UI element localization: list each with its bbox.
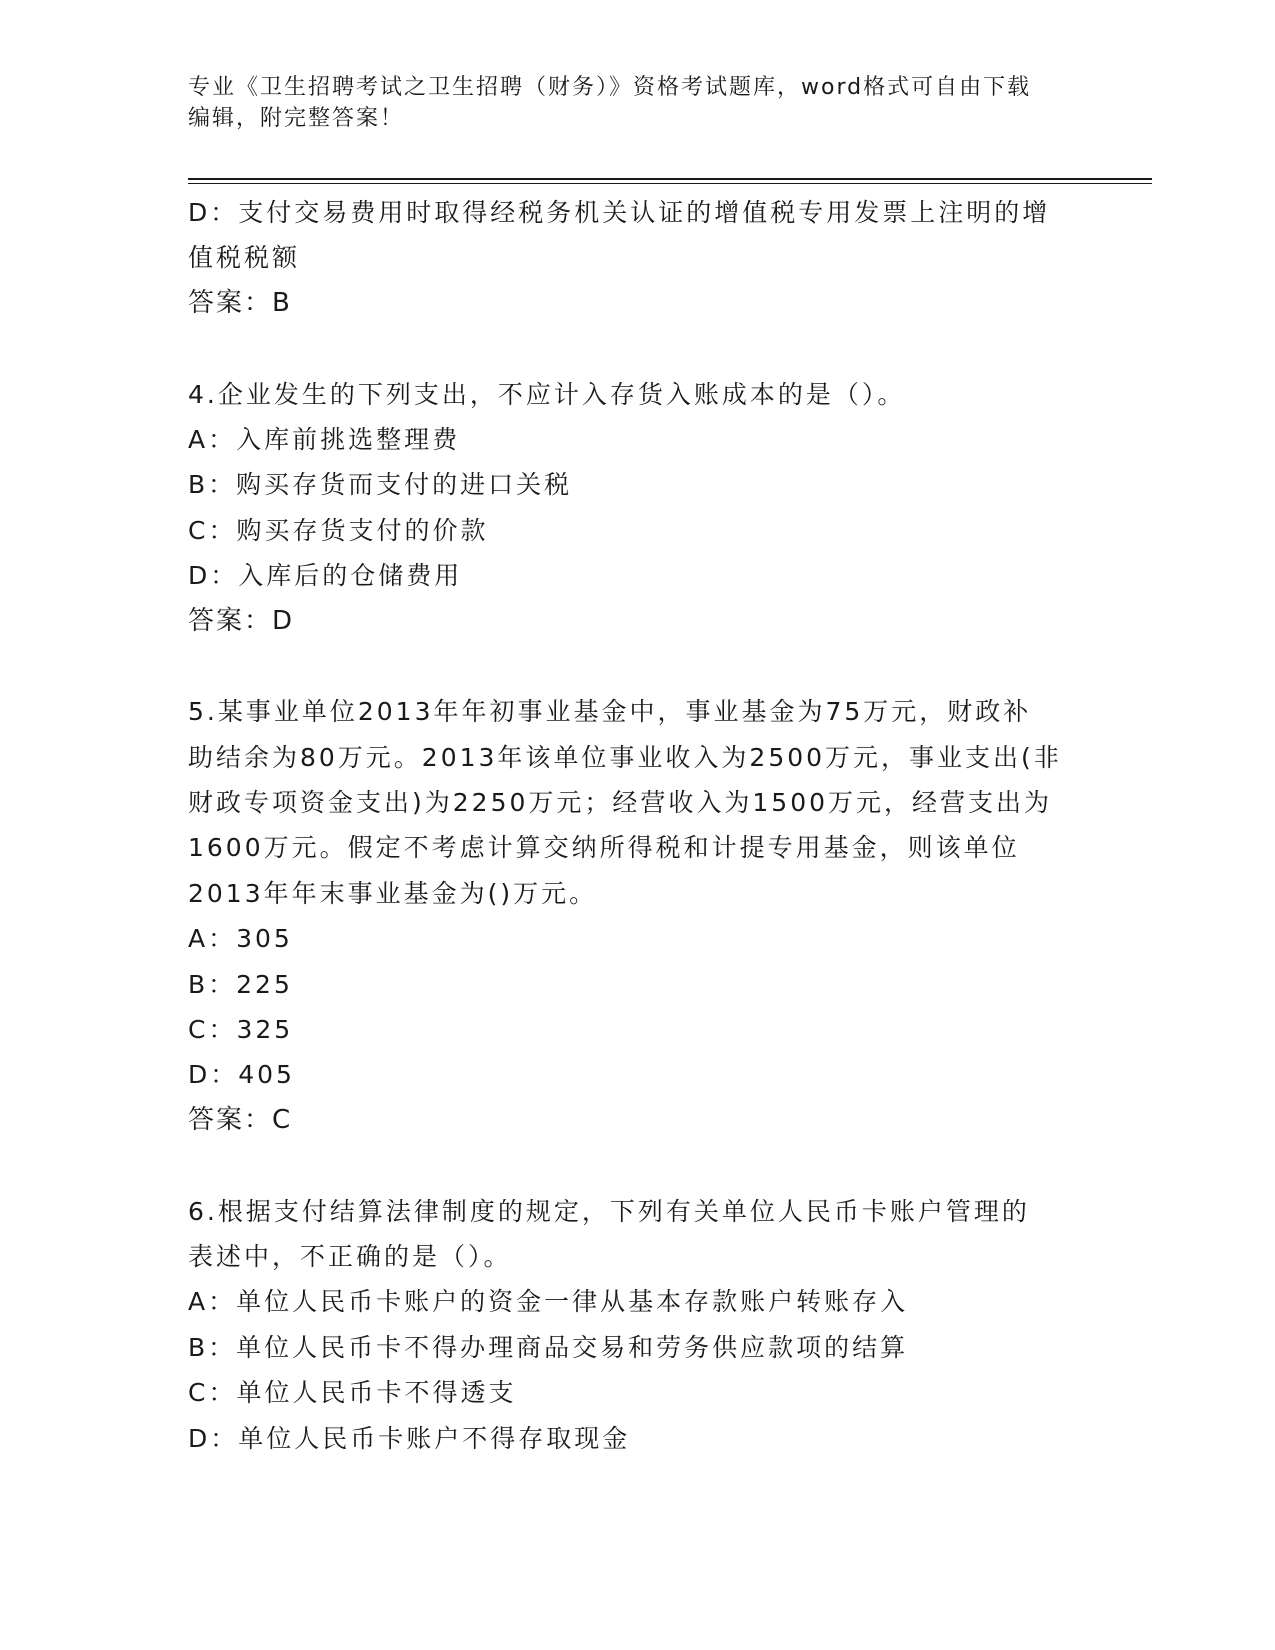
option-a: A：入库前挑选整理费: [188, 424, 461, 454]
header-line-1: 专业《卫生招聘考试之卫生招聘（财务）》资格考试题库，word格式可自由下载: [188, 75, 1032, 100]
question-5: [188, 689, 1088, 1143]
answer: 答案：B: [188, 287, 292, 318]
question-stem-line-5: 2013年年末事业基金为()万元。: [188, 878, 598, 908]
option-b: B：225: [188, 969, 293, 999]
option-d-line-1: D：支付交易费用时取得经税务机关认证的增值税专用发票上注明的增: [188, 198, 1051, 227]
header-line-2: 编辑，附完整答案！: [188, 106, 405, 131]
answer: 答案：C: [188, 1104, 293, 1135]
option-d-line-2: 值税税额: [188, 243, 301, 273]
option-b: B：单位人民币卡不得办理商品交易和劳务供应款项的结算: [188, 1332, 909, 1362]
question-stem-line-2: 助结余为80万元。2013年该单位事业收入为2500万元，事业支出(非: [188, 742, 1062, 772]
option-a: A：单位人民币卡账户的资金一律从基本存款账户转账存入: [188, 1287, 909, 1317]
question-stem-line-3: 财政专项资金支出)为2250万元；经营收入为1500万元，经营支出为: [188, 788, 1053, 818]
question-stem-line-1: 6.根据支付结算法律制度的规定，下列有关单位人民币卡账户管理的: [188, 1196, 1030, 1226]
option-d: D：405: [188, 1060, 295, 1090]
option-c: C：购买存货支付的价款: [188, 515, 489, 545]
option-d: D：单位人民币卡账户不得存取现金: [188, 1423, 631, 1453]
question-6: [188, 1189, 1088, 1461]
question-3-tail: [188, 190, 1088, 326]
question-stem-line-4: 1600万元。假定不考虑计算交纳所得税和计提专用基金，则该单位: [188, 833, 1020, 863]
question-stem: 4.企业发生的下列支出，不应计入存货入账成本的是（）。: [188, 379, 906, 409]
option-c: C：325: [188, 1015, 294, 1045]
header-divider-thin: [188, 183, 1152, 184]
question-stem-line-2: 表述中，不正确的是（）。: [188, 1241, 512, 1271]
page-header: [188, 72, 1088, 134]
question-4: [188, 372, 1088, 644]
option-d: D：入库后的仓储费用: [188, 561, 463, 591]
question-list: [188, 190, 1088, 1461]
option-c: C：单位人民币卡不得透支: [188, 1378, 517, 1408]
question-stem-line-1: 5.某事业单位2013年年初事业基金中，事业基金为75万元，财政补: [188, 697, 1032, 727]
header-divider-thick: [188, 178, 1152, 180]
option-a: A：305: [188, 924, 293, 954]
answer: 答案：D: [188, 605, 295, 636]
option-b: B：购买存货而支付的进口关税: [188, 470, 573, 500]
